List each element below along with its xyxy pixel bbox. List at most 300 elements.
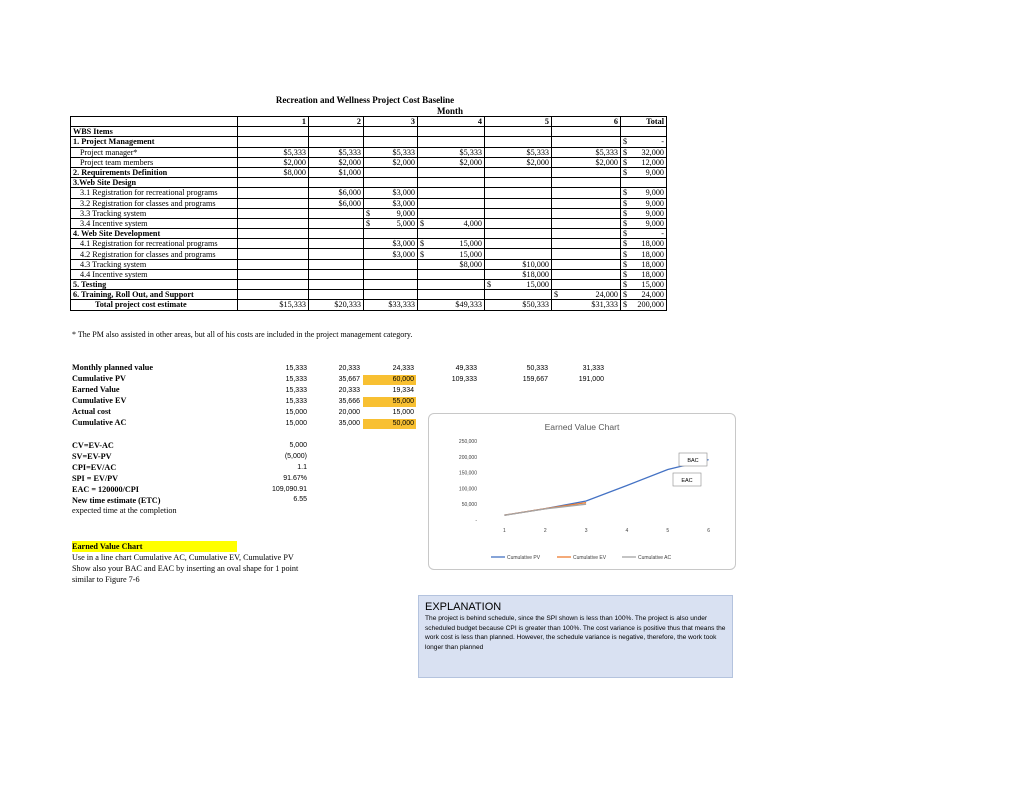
cost-cell: $2,000 [485, 157, 552, 167]
explanation-text: The project is behind schedule, since the SPI shown is less than 100%. The project is also under scheduled budget because CPI is greater than 100%. The cost variance is positive thus that means the work cost is less than planned. However, the schedule variance is negative, therefore, the work took longer than planned [425, 615, 726, 651]
legend-label: Cumulative PV [507, 555, 541, 561]
cost-cell [364, 290, 418, 300]
accounting-value [623, 260, 664, 269]
cost-cell [552, 239, 621, 249]
cost-cell [621, 218, 667, 228]
table-row [71, 198, 667, 208]
accounting-value [623, 188, 664, 197]
cost-cell [418, 188, 485, 198]
accounting-value [623, 137, 664, 146]
row-label: 4.3 Tracking system [71, 259, 238, 269]
metric-label: EAC = 120000/CPI [72, 484, 139, 494]
metric-label: SPI = EV/PV [72, 473, 119, 483]
ev-row-label: Earned Value [72, 384, 120, 394]
currency-symbol: $ [623, 168, 628, 178]
cost-cell [309, 269, 364, 279]
cost-cell [418, 269, 485, 279]
cost-cell: $2,000 [238, 157, 309, 167]
series-line [504, 460, 708, 516]
cost-cell [364, 280, 418, 290]
metric-value: 1.1 [297, 463, 307, 471]
row-label: 3.Web Site Design [71, 178, 238, 188]
cost-cell: $1,000 [309, 167, 364, 177]
cost-cell [238, 198, 309, 208]
cost-cell [621, 249, 667, 259]
cost-cell [364, 218, 418, 228]
cost-cell [485, 167, 552, 177]
row-label: 3.3 Tracking system [71, 208, 238, 218]
column-header: Total [621, 117, 667, 127]
cost-cell [309, 127, 364, 137]
cost-cell: $50,333 [485, 300, 552, 310]
table-row [71, 178, 667, 188]
cost-cell [309, 259, 364, 269]
cost-cell: $6,000 [309, 198, 364, 208]
y-tick-label: 150,000 [458, 470, 477, 477]
cost-cell [552, 290, 621, 300]
metric-label: SV=EV-PV [72, 451, 112, 461]
table-row [71, 249, 667, 259]
currency-symbol: $ [623, 137, 628, 147]
ev-value: 191,000 [578, 375, 604, 383]
footnote: * The PM also assisted in other areas, but all of his costs are included in the project management category. [72, 330, 413, 339]
accounting-value [487, 280, 549, 289]
cost-cell [418, 127, 485, 137]
explanation-heading: EXPLANATION [425, 601, 502, 613]
column-header [71, 117, 238, 127]
currency-symbol: $ [623, 208, 628, 218]
month-label: Month [436, 106, 463, 116]
cost-cell [552, 269, 621, 279]
column-header: 1 [238, 117, 309, 127]
column-header: 5 [485, 117, 552, 127]
ev-value: 15,000 [392, 408, 414, 416]
cost-cell: $49,333 [418, 300, 485, 310]
accounting-value [623, 250, 664, 259]
cost-cell [552, 208, 621, 218]
metric-values [250, 441, 307, 517]
cost-cell [364, 259, 418, 269]
cost-cell [485, 280, 552, 290]
table-row [71, 147, 667, 157]
x-tick-label: 1 [503, 528, 506, 534]
table-row [71, 300, 667, 310]
ev-value: 15,000 [285, 419, 307, 427]
column-header: 6 [552, 117, 621, 127]
amount: 5,000 [396, 218, 415, 228]
cost-cell [238, 127, 309, 137]
currency-symbol: $ [623, 300, 628, 310]
series-line [504, 504, 586, 515]
currency-symbol: $ [623, 198, 628, 208]
accounting-value [420, 250, 482, 259]
ev-row-label: Cumulative PV [72, 373, 126, 383]
cost-cell [309, 249, 364, 259]
cost-cell [418, 178, 485, 188]
x-tick-label: 6 [707, 528, 710, 534]
cost-baseline-table [70, 116, 667, 311]
cost-cell [309, 208, 364, 218]
cost-cell [238, 218, 309, 228]
cost-cell [485, 178, 552, 188]
ev-row-label: Cumulative EV [72, 395, 127, 405]
cost-cell [485, 198, 552, 208]
instructions [72, 541, 352, 585]
cost-cell: $2,000 [364, 157, 418, 167]
amount: 32,000 [641, 147, 664, 157]
cost-cell [238, 239, 309, 249]
eac-label: EAC [681, 478, 693, 484]
instructions-heading: Earned Value Chart [72, 541, 237, 552]
cost-cell [238, 269, 309, 279]
y-tick-label: 250,000 [458, 439, 477, 445]
ev-value: 35,667 [338, 375, 360, 383]
ev-row-label: Cumulative AC [72, 417, 127, 427]
y-tick-label: 50,000 [461, 502, 477, 509]
cost-cell [364, 137, 418, 147]
row-label: 4.2 Registration for classes and programs [71, 249, 238, 259]
accounting-value [366, 209, 415, 218]
row-label: Project team members [71, 157, 238, 167]
row-label: 3.4 Incentive system [71, 218, 238, 228]
cost-cell [309, 137, 364, 147]
cost-cell [238, 280, 309, 290]
cost-cell [238, 249, 309, 259]
cost-cell [485, 239, 552, 249]
accounting-value [623, 219, 664, 228]
cost-cell: $20,333 [309, 300, 364, 310]
table-row [71, 269, 667, 279]
currency-symbol: $ [623, 280, 628, 290]
x-tick-label: 2 [543, 528, 547, 534]
accounting-value [623, 209, 664, 218]
currency-symbol: $ [623, 259, 628, 269]
cost-cell [238, 229, 309, 239]
cost-cell: $3,000 [364, 239, 418, 249]
amount: 24,000 [641, 290, 664, 300]
amount: - [661, 137, 664, 147]
row-label: 2. Requirements Definition [71, 167, 238, 177]
cost-cell: $5,333 [418, 147, 485, 157]
cost-cell: $15,333 [238, 300, 309, 310]
cost-cell [238, 178, 309, 188]
ev-row-label: Monthly planned value [72, 363, 153, 372]
amount: 24,000 [595, 290, 618, 300]
currency-symbol: $ [420, 218, 425, 228]
y-tick-label: 100,000 [458, 486, 477, 493]
table-row [71, 218, 667, 228]
cost-cell: $8,000 [418, 259, 485, 269]
table-row [71, 229, 667, 239]
cost-cell [621, 127, 667, 137]
cost-cell [552, 259, 621, 269]
currency-symbol: $ [623, 188, 628, 198]
metric-value [250, 506, 307, 517]
ev-value: 20,333 [338, 365, 360, 372]
amount: 9,000 [396, 208, 415, 218]
column-header: 3 [364, 117, 418, 127]
cost-cell: $5,333 [238, 147, 309, 157]
cost-cell [418, 208, 485, 218]
legend-label: Cumulative AC [638, 555, 672, 561]
cost-cell [621, 300, 667, 310]
currency-symbol: $ [554, 290, 559, 300]
currency-symbol: $ [623, 229, 628, 239]
cost-cell [621, 290, 667, 300]
cost-cell [621, 208, 667, 218]
row-label: 3.2 Registration for classes and programs [71, 198, 238, 208]
amount: 4,000 [463, 218, 482, 228]
accounting-value [623, 168, 664, 177]
cost-cell [418, 239, 485, 249]
cost-cell [621, 188, 667, 198]
metric-value: 109,090.91 [271, 485, 307, 493]
cost-cell: $18,000 [485, 269, 552, 279]
amount: 18,000 [641, 249, 664, 259]
amount: 18,000 [641, 239, 664, 249]
ev-value: 31,333 [582, 365, 604, 372]
cost-cell: $3,000 [364, 249, 418, 259]
earned-value-chart [428, 413, 736, 570]
cost-cell [418, 229, 485, 239]
cost-cell [309, 218, 364, 228]
explanation-box [418, 595, 733, 678]
cost-cell [552, 167, 621, 177]
ev-value: 49,333 [455, 365, 477, 372]
currency-symbol: $ [623, 290, 628, 300]
row-label: 1. Project Management [71, 137, 238, 147]
cost-cell [309, 290, 364, 300]
cost-cell [364, 167, 418, 177]
cost-cell [309, 239, 364, 249]
cost-cell [552, 218, 621, 228]
currency-symbol: $ [623, 249, 628, 259]
cost-cell [621, 147, 667, 157]
accounting-value [623, 199, 664, 208]
cost-cell: $5,333 [552, 147, 621, 157]
amount: - [661, 229, 664, 239]
earned-value-chart-svg [429, 414, 735, 569]
cost-cell [418, 167, 485, 177]
y-tick-label: - [475, 518, 477, 524]
ev-value: 24,333 [392, 365, 414, 372]
cost-cell [552, 127, 621, 137]
accounting-value [623, 148, 664, 157]
cost-cell [309, 280, 364, 290]
table-row [71, 280, 667, 290]
cost-cell [238, 208, 309, 218]
table-row [71, 290, 667, 300]
cost-cell [485, 137, 552, 147]
currency-symbol: $ [623, 157, 628, 167]
chart-title: Earned Value Chart [544, 422, 620, 432]
column-header: 4 [418, 117, 485, 127]
accounting-value [623, 229, 664, 238]
sheet-title: Recreation and Wellness Project Cost Baseline [275, 95, 455, 105]
metric-value: 91.67% [283, 474, 307, 482]
cost-cell [621, 157, 667, 167]
instructions-line: Use in a line chart Cumulative AC, Cumulative EV, Cumulative PV [72, 553, 294, 562]
cost-cell [418, 218, 485, 228]
accounting-value [623, 300, 664, 309]
cost-cell [621, 269, 667, 279]
amount: 9,000 [645, 208, 664, 218]
cost-cell: $10,000 [485, 259, 552, 269]
cost-cell [238, 188, 309, 198]
amount: 9,000 [645, 168, 664, 178]
accounting-value [420, 239, 482, 248]
ev-value: 20,333 [338, 386, 360, 394]
cost-cell: $5,333 [485, 147, 552, 157]
currency-symbol: $ [623, 269, 628, 279]
accounting-value [420, 219, 482, 228]
cost-cell: $2,000 [552, 157, 621, 167]
currency-symbol: $ [420, 249, 425, 259]
cost-cell [621, 178, 667, 188]
amount: 200,000 [637, 300, 664, 310]
row-label: 4.4 Incentive system [71, 269, 238, 279]
cost-cell [485, 208, 552, 218]
x-tick-label: 5 [666, 528, 670, 534]
ev-value: 20,000 [338, 408, 360, 416]
currency-symbol: $ [623, 218, 628, 228]
cost-cell [364, 178, 418, 188]
row-label: 3.1 Registration for recreational programs [71, 188, 238, 198]
ev-value: 35,000 [338, 419, 360, 427]
cost-cell [364, 208, 418, 218]
amount: 12,000 [641, 157, 664, 167]
row-label: 4. Web Site Development [71, 229, 238, 239]
accounting-value [623, 270, 664, 279]
metric-label: CPI=EV/AC [72, 462, 117, 472]
ev-value: 15,333 [285, 397, 307, 405]
cost-cell [621, 137, 667, 147]
row-label: 5. Testing [71, 280, 238, 290]
cost-cell: $2,000 [418, 157, 485, 167]
ev-value: 50,333 [526, 365, 548, 372]
cost-cell [238, 259, 309, 269]
cost-cell [238, 290, 309, 300]
amount: 15,000 [459, 249, 482, 259]
cost-cell [485, 218, 552, 228]
amount: 15,000 [459, 239, 482, 249]
amount: 9,000 [645, 218, 664, 228]
metric-label: New time estimate (ETC) [72, 495, 161, 505]
cost-cell [621, 259, 667, 269]
table-row [71, 208, 667, 218]
accounting-value [623, 280, 664, 289]
cost-cell [552, 280, 621, 290]
cost-cell [621, 280, 667, 290]
cost-cell [485, 188, 552, 198]
ev-value: 19,334 [392, 386, 414, 394]
currency-symbol: $ [366, 208, 371, 218]
accounting-value [366, 219, 415, 228]
cost-cell: $33,333 [364, 300, 418, 310]
cost-cell [309, 229, 364, 239]
legend-label: Cumulative EV [573, 555, 607, 561]
ev-row-label: Actual cost [72, 406, 111, 416]
cost-cell [552, 178, 621, 188]
cost-cell: $2,000 [309, 157, 364, 167]
currency-symbol: $ [366, 218, 371, 228]
cost-cell [485, 127, 552, 137]
metric-labels [72, 441, 262, 517]
cost-cell [418, 290, 485, 300]
ev-value: 15,333 [285, 386, 307, 394]
ev-labels [72, 363, 252, 428]
metric-label: expected time at the completion [72, 506, 177, 516]
y-tick-label: 200,000 [458, 454, 477, 461]
cost-cell: $3,000 [364, 188, 418, 198]
cost-cell: $5,333 [309, 147, 364, 157]
cost-cell [552, 229, 621, 239]
ev-value: 15,000 [285, 408, 307, 416]
currency-symbol: $ [487, 280, 492, 290]
metric-value: (5,000) [284, 452, 307, 460]
x-tick-label: 3 [584, 528, 588, 534]
cost-cell [621, 239, 667, 249]
table-row [71, 157, 667, 167]
row-label: 4.1 Registration for recreational programs [71, 239, 238, 249]
cost-cell [364, 269, 418, 279]
currency-symbol: $ [420, 239, 425, 249]
amount: 9,000 [645, 198, 664, 208]
cost-cell [552, 249, 621, 259]
metric-value: 5,000 [289, 442, 307, 449]
cost-cell [485, 290, 552, 300]
metric-value: 6.55 [293, 496, 307, 504]
ev-value: 55,000 [363, 397, 416, 407]
cost-cell [238, 137, 309, 147]
header-row [71, 117, 667, 127]
amount: 18,000 [641, 259, 664, 269]
cost-cell [418, 137, 485, 147]
ev-value: 50,000 [363, 419, 416, 429]
amount: 15,000 [526, 280, 549, 290]
table-row [71, 137, 667, 147]
table-row [71, 127, 667, 137]
cost-cell [552, 198, 621, 208]
cost-cell: $3,000 [364, 198, 418, 208]
ev-value: 15,333 [285, 365, 307, 372]
cost-cell [485, 229, 552, 239]
ev-value: 159,667 [522, 375, 548, 383]
column-header: 2 [309, 117, 364, 127]
cost-cell [552, 188, 621, 198]
ev-value: 15,333 [285, 375, 307, 383]
cost-cell [621, 198, 667, 208]
cost-cell: $5,333 [364, 147, 418, 157]
row-label: 6. Training, Roll Out, and Support [71, 290, 238, 300]
table-row [71, 167, 667, 177]
amount: 15,000 [641, 280, 664, 290]
cost-cell [309, 178, 364, 188]
currency-symbol: $ [623, 147, 628, 157]
cost-cell [485, 249, 552, 259]
cost-cell: $8,000 [238, 167, 309, 177]
metric-label: CV=EV-AC [72, 441, 114, 450]
ev-value: 60,000 [363, 375, 416, 385]
cost-cell [418, 249, 485, 259]
cost-cell [621, 167, 667, 177]
row-label: Project manager* [71, 147, 238, 157]
ev-value: 109,333 [451, 375, 477, 383]
accounting-value [623, 158, 664, 167]
cost-cell: $6,000 [309, 188, 364, 198]
table-row [71, 239, 667, 249]
accounting-value [554, 290, 618, 299]
